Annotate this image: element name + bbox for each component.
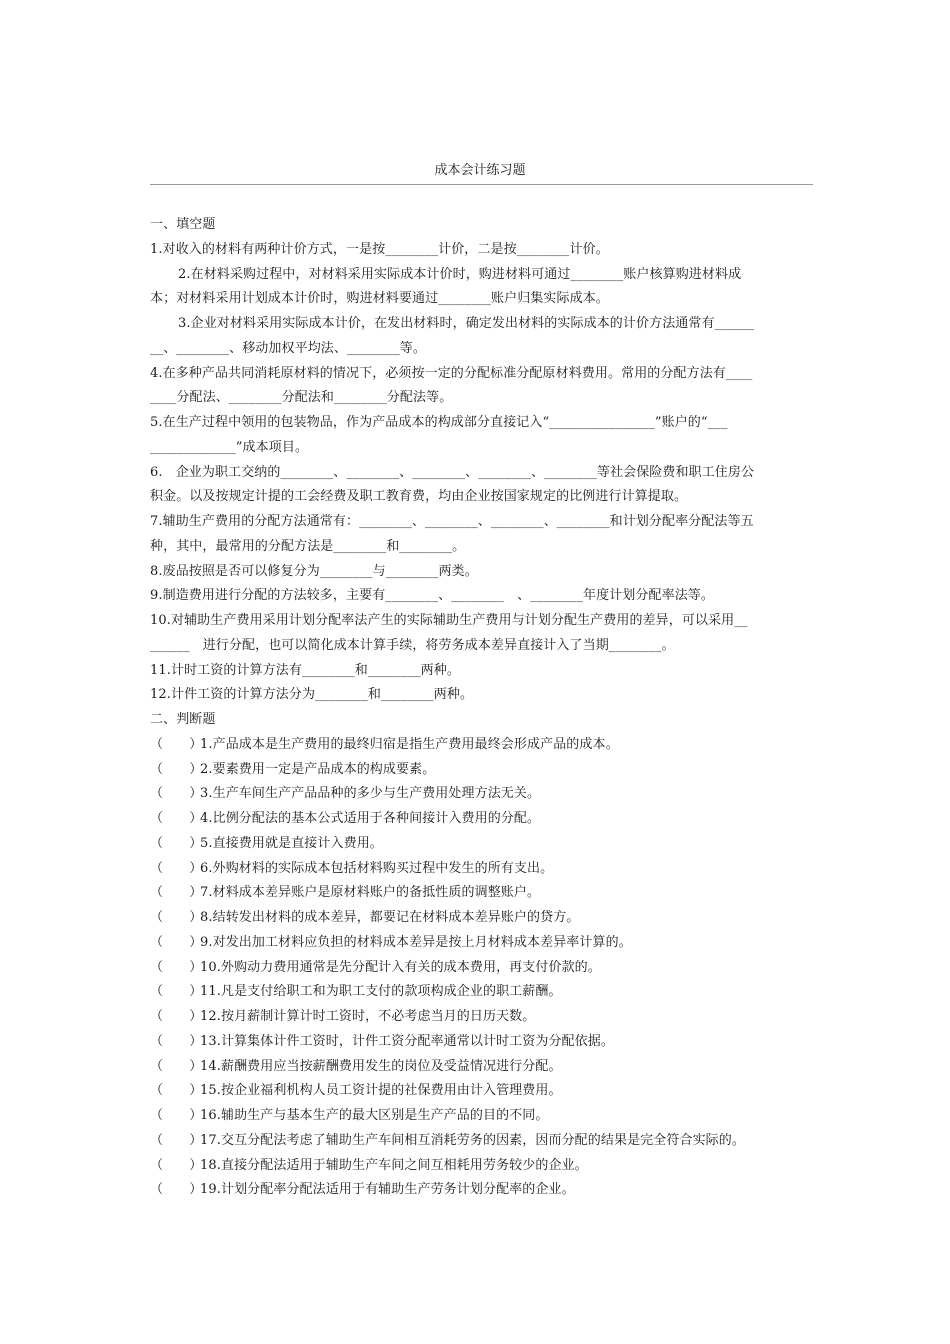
true-false-statement: 7.材料成本差异账户是原材料账户的备抵性质的调整账户。 (200, 885, 541, 901)
fill-blank-line: 10.对辅助生产费用采用计划分配率法产生的实际辅助生产费用与计划分配生产费用的差异，可以采用__ (150, 613, 748, 628)
true-false-item (150, 1104, 815, 1129)
fill-blank-line: ____分配法、________分配法和________分配法等。 (150, 390, 453, 406)
fill-blank-line: 9.制造费用进行分配的方法较多，主要有________、________ 、________年度计划分配率法等。 (150, 588, 715, 604)
fill-blank-line: 4.在多种产品共同消耗原材料的情况下，必须按一定的分配标准分配原材料费用。常用的分配方法有____ (150, 365, 753, 381)
section-heading-fill-blank: 一、填空题 (150, 217, 216, 232)
true-false-statement: 6.外购材料的实际成本包括材料购买过程中发生的所有支出。 (200, 860, 554, 876)
answer-paren: （ ） (150, 959, 203, 975)
document-title: 成本会计练习题 (434, 163, 526, 178)
answer-paren: （ ） (150, 934, 203, 950)
true-false-item (150, 881, 815, 906)
true-false-statement: 14.薪酬费用应当按薪酬费用发生的岗位及受益情况进行分配。 (200, 1058, 562, 1074)
answer-paren: （ ） (150, 761, 203, 777)
fill-blank-line: 6. 企业为职工交纳的________、________、________、________、________等社会保险费和职工住房公 (150, 464, 755, 480)
true-false-statement: 2.要素费用一定是产品成本的构成要素。 (200, 761, 436, 777)
true-false-statement: 18.直接分配法适用于辅助生产车间之间互相耗用劳务较少的企业。 (200, 1157, 588, 1173)
title-divider (150, 184, 813, 185)
answer-paren: （ ） (150, 786, 203, 802)
true-false-item (150, 1055, 815, 1080)
true-false-item (150, 1079, 815, 1104)
document-body (150, 213, 815, 1203)
true-false-statement: 3.生产车间生产产品品种的多少与生产费用处理方法无关。 (200, 786, 541, 802)
fill-blank-line: 1.对收入的材料有两种计价方式，一是按________计价，二是按________计价。 (150, 241, 609, 257)
answer-paren: （ ） (150, 1009, 203, 1024)
true-false-item (150, 956, 815, 981)
true-false-statement: 8.结转发出材料的成本差异，都要记在材料成本差异账户的贷方。 (200, 910, 580, 925)
true-false-item (150, 758, 815, 783)
true-false-statement: 5.直接费用就是直接计入费用。 (200, 835, 383, 851)
fill-blank-line: 8.废品按照是否可以修复分为________与________两类。 (150, 563, 478, 579)
true-false-statement: 15.按企业福利机构人员工资计提的社保费用由计入管理费用。 (200, 1083, 562, 1099)
answer-paren: （ ） (150, 1058, 203, 1074)
answer-paren: （ ） (150, 1182, 203, 1198)
true-false-statement: 13.计算集体计件工资时，计件工资分配率通常以计时工资为分配依据。 (200, 1033, 614, 1049)
true-false-statement: 9.对发出加工材料应负担的材料成本差异是按上月材料成本差异率计算的。 (200, 934, 632, 950)
true-false-item (150, 906, 815, 931)
fill-blank-line: 3.企业对材料采用实际成本计价，在发出材料时，确定发出材料的实际成本的计价方法通常有______ (178, 316, 755, 331)
fill-blank-line: 7.辅助生产费用的分配方法通常有：________、________、________、________和计划分配率分配法等五 (150, 514, 754, 529)
fill-blank-line: 2.在材料采购过程中，对材料采用实际成本计价时，购进材料可通过________账户核算购进材料成 (178, 266, 742, 282)
answer-paren: （ ） (150, 860, 203, 876)
true-false-statement: 16.辅助生产与基本生产的最大区别是生产产品的目的不同。 (200, 1108, 549, 1123)
fill-blank-line: 积金。以及按规定计提的工会经费及职工教育费，均由企业按国家规定的比例进行计算提取。 (150, 489, 688, 505)
fill-blank-line: _____________”成本项目。 (150, 439, 309, 455)
fill-blank-line: 11.计时工资的计算方法有________和________两种。 (150, 662, 460, 678)
fill-blank-line: 种，其中，最常用的分配方法是________和________。 (150, 538, 466, 554)
true-false-statement: 4.比例分配法的基本公式适用于各种间接计入费用的分配。 (200, 811, 541, 826)
answer-paren: （ ） (150, 1157, 203, 1173)
true-false-item (150, 1005, 815, 1030)
answer-paren: （ ） (150, 1132, 203, 1148)
true-false-item (150, 807, 815, 832)
fill-blank-line: 12.计件工资的计算方法分为________和________两种。 (150, 687, 474, 703)
true-false-statement: 12.按月薪制计算计时工资时，不必考虑当月的日历天数。 (200, 1009, 536, 1024)
answer-paren: （ ） (150, 984, 203, 1000)
fill-blank-line: ______ 进行分配，也可以简化成本计算手续，将劳务成本差异直接计入了当期________。 (150, 637, 675, 653)
fill-blank-line: __、________、移动加权平均法、________等。 (150, 340, 426, 356)
true-false-questions (150, 733, 815, 1203)
section-heading-true-false: 二、判断题 (150, 712, 216, 727)
fill-blank-questions (150, 238, 815, 708)
answer-paren: （ ） (150, 835, 203, 851)
answer-paren: （ ） (150, 885, 203, 901)
true-false-item (150, 1154, 815, 1179)
answer-paren: （ ） (150, 736, 203, 752)
answer-paren: （ ） (150, 811, 203, 826)
fill-blank-line: 5.在生产过程中领用的包装物品，作为产品成本的构成部分直接记入“________________”账户的“___ (150, 415, 728, 430)
answer-paren: （ ） (150, 1083, 203, 1099)
true-false-statement: 19.计划分配率分配法适用于有辅助生产劳务计划分配率的企业。 (200, 1182, 575, 1198)
true-false-item (150, 1030, 815, 1055)
answer-paren: （ ） (150, 910, 203, 925)
true-false-item (150, 832, 815, 857)
true-false-item (150, 1178, 815, 1203)
fill-blank-line: 本；对材料采用计划成本计价时，购进材料要通过________账户归集实际成本。 (150, 291, 609, 307)
true-false-statement: 1.产品成本是生产费用的最终归宿是指生产费用最终会形成产品的成本。 (200, 736, 619, 752)
true-false-item (150, 980, 815, 1005)
true-false-item (150, 857, 815, 882)
true-false-statement: 10.外购动力费用通常是先分配计入有关的成本费用，再支付价款的。 (200, 959, 601, 975)
true-false-item (150, 931, 815, 956)
true-false-statement: 17.交互分配法考虑了辅助生产车间相互消耗劳务的因素，因而分配的结果是完全符合实际的。 (200, 1132, 745, 1148)
answer-paren: （ ） (150, 1033, 203, 1049)
true-false-item (150, 733, 815, 758)
true-false-statement: 11.凡是支付给职工和为职工支付的款项构成企业的职工薪酬。 (200, 984, 562, 1000)
answer-paren: （ ） (150, 1108, 203, 1123)
true-false-item (150, 1129, 815, 1154)
true-false-item (150, 782, 815, 807)
